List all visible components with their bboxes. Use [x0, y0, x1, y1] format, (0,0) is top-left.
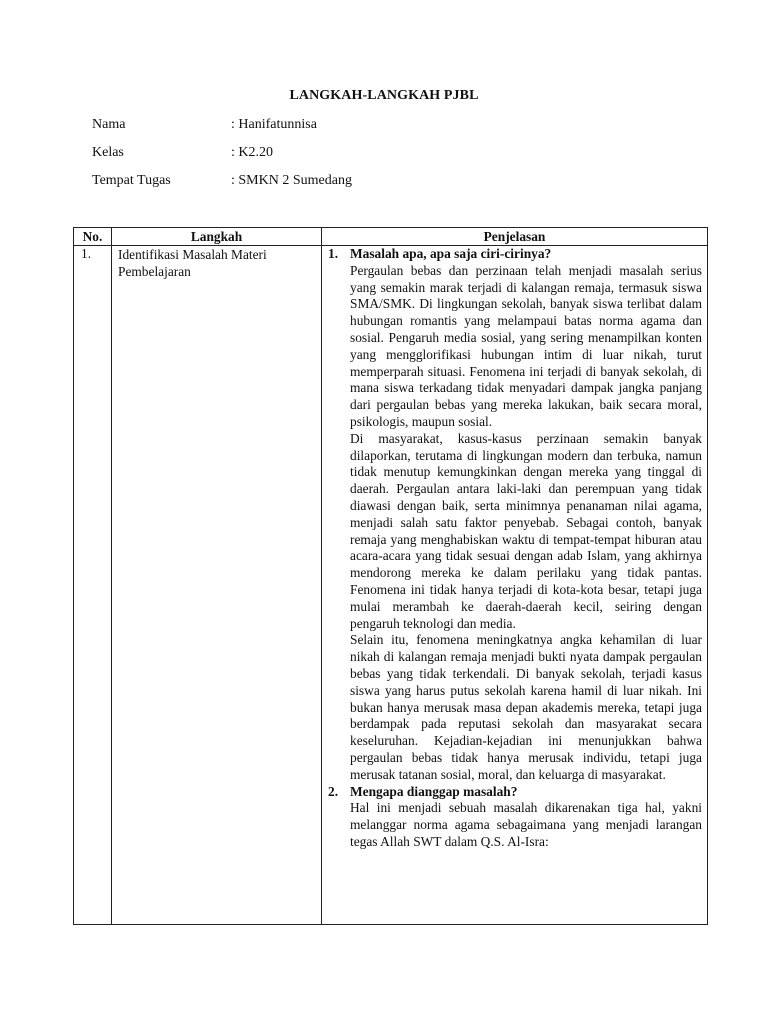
row-number: 1.	[74, 246, 112, 925]
paragraph-1: Pergaulan bebas dan perzinaan telah menjadi masalah serius yang semakin marak terjadi di kalangan remaja, termasuk siswa SMA/SMK. Di lingkungan sekolah, banyak siswa terlibat dalam hubungan romantis yang melampaui batas norma agama dan sosial. Pengaruh media sosial, yang sering menampilkan konten yang mengglorifikasi hubungan intim di luar nikah, turut memperparah situasi. Fenomena ini terjadi di banyak sekolah, di mana siswa terkadang tidak menyadari dampak jangka panjang dari pergaulan bebas yang mereka lakukan, baik secara moral, psikologis, maupun sosial.	[350, 262, 702, 429]
paragraph-2: Di masyarakat, kasus-kasus perzinaan semakin banyak dilaporkan, terutama di lingkungan modern dan terbuka, namun tidak menutup kemungkinkan dengan mereka yang tinggal di daerah. Pergaulan antara laki-laki dan perempuan yang tidak diawasi dengan baik, serta minimnya penanaman nilai agama, menjadi salah satu faktor penyebab. Sebagai contoh, banyak remaja yang menghabiskan waktu di tempat-tempat hiburan atau acara-acara yang tidak sesuai dengan adab Islam, yang akhirnya mendorong mereka ke dalam perilaku yang tidak pantas. Fenomena ini tidak hanya terjadi di kota-kota besar, tetapi juga mulai merambah ke daerah-daerah kecil, seiring dengan pengaruh teknologi dan media.	[350, 430, 702, 631]
table-header-row	[74, 228, 708, 246]
kelas-value: : K2.20	[231, 145, 273, 160]
table-row	[74, 246, 708, 925]
question-2-number: 2.	[328, 783, 339, 799]
question-1	[328, 246, 702, 263]
step-explanation	[322, 246, 708, 925]
header-no: No.	[74, 228, 112, 246]
paragraph-4: Hal ini menjadi sebuah masalah dikarenakan tiga hal, yakni melanggar norma agama sebagaimana yang menjadi larangan tegas Allah SWT dalam Q.S. Al-Isra:	[350, 800, 702, 849]
tempat-tugas-value: : SMKN 2 Sumedang	[231, 173, 352, 188]
header-langkah: Langkah	[112, 228, 322, 246]
question-2	[328, 784, 702, 801]
tempat-tugas-row	[92, 172, 352, 200]
question-2-text: Mengapa dianggap masalah?	[350, 783, 518, 799]
step-name: Identifikasi Masalah Materi Pembelajaran	[112, 246, 322, 925]
header-penjelasan: Penjelasan	[322, 228, 708, 246]
nama-value: : Hanifatunnisa	[231, 117, 317, 132]
tempat-tugas-label: Tempat Tugas	[92, 173, 171, 188]
nama-label: Nama	[92, 117, 126, 132]
kelas-row	[92, 144, 352, 172]
question-1-text: Masalah apa, apa saja ciri-cirinya?	[350, 246, 552, 261]
question-1-number: 1.	[328, 246, 339, 261]
steps-table	[73, 227, 708, 925]
paragraph-3: Selain itu, fenomena meningkatnya angka kehamilan di luar nikah di kalangan remaja menjadi bukti nyata dampak pergaulan bebas yang tidak terkendali. Di banyak sekolah, terjadi kasus siswa yang harus putus sekolah karena hamil di luar nikah. Ini bukan hanya merusak masa depan akademis mereka, tetapi juga berdampak pada reputasi sekolah dan masyarakat secara keseluruhan. Kejadian-kejadian ini menunjukkan bahwa pergaulan bebas tidak hanya merusak individu, tetapi juga merusak tatanan sosial, moral, dan keluarga di masyarakat.	[350, 632, 702, 782]
identity-block	[92, 116, 352, 200]
nama-row	[92, 116, 352, 144]
document-title: LANGKAH-LANGKAH PJBL	[289, 88, 479, 103]
kelas-label: Kelas	[92, 145, 124, 160]
